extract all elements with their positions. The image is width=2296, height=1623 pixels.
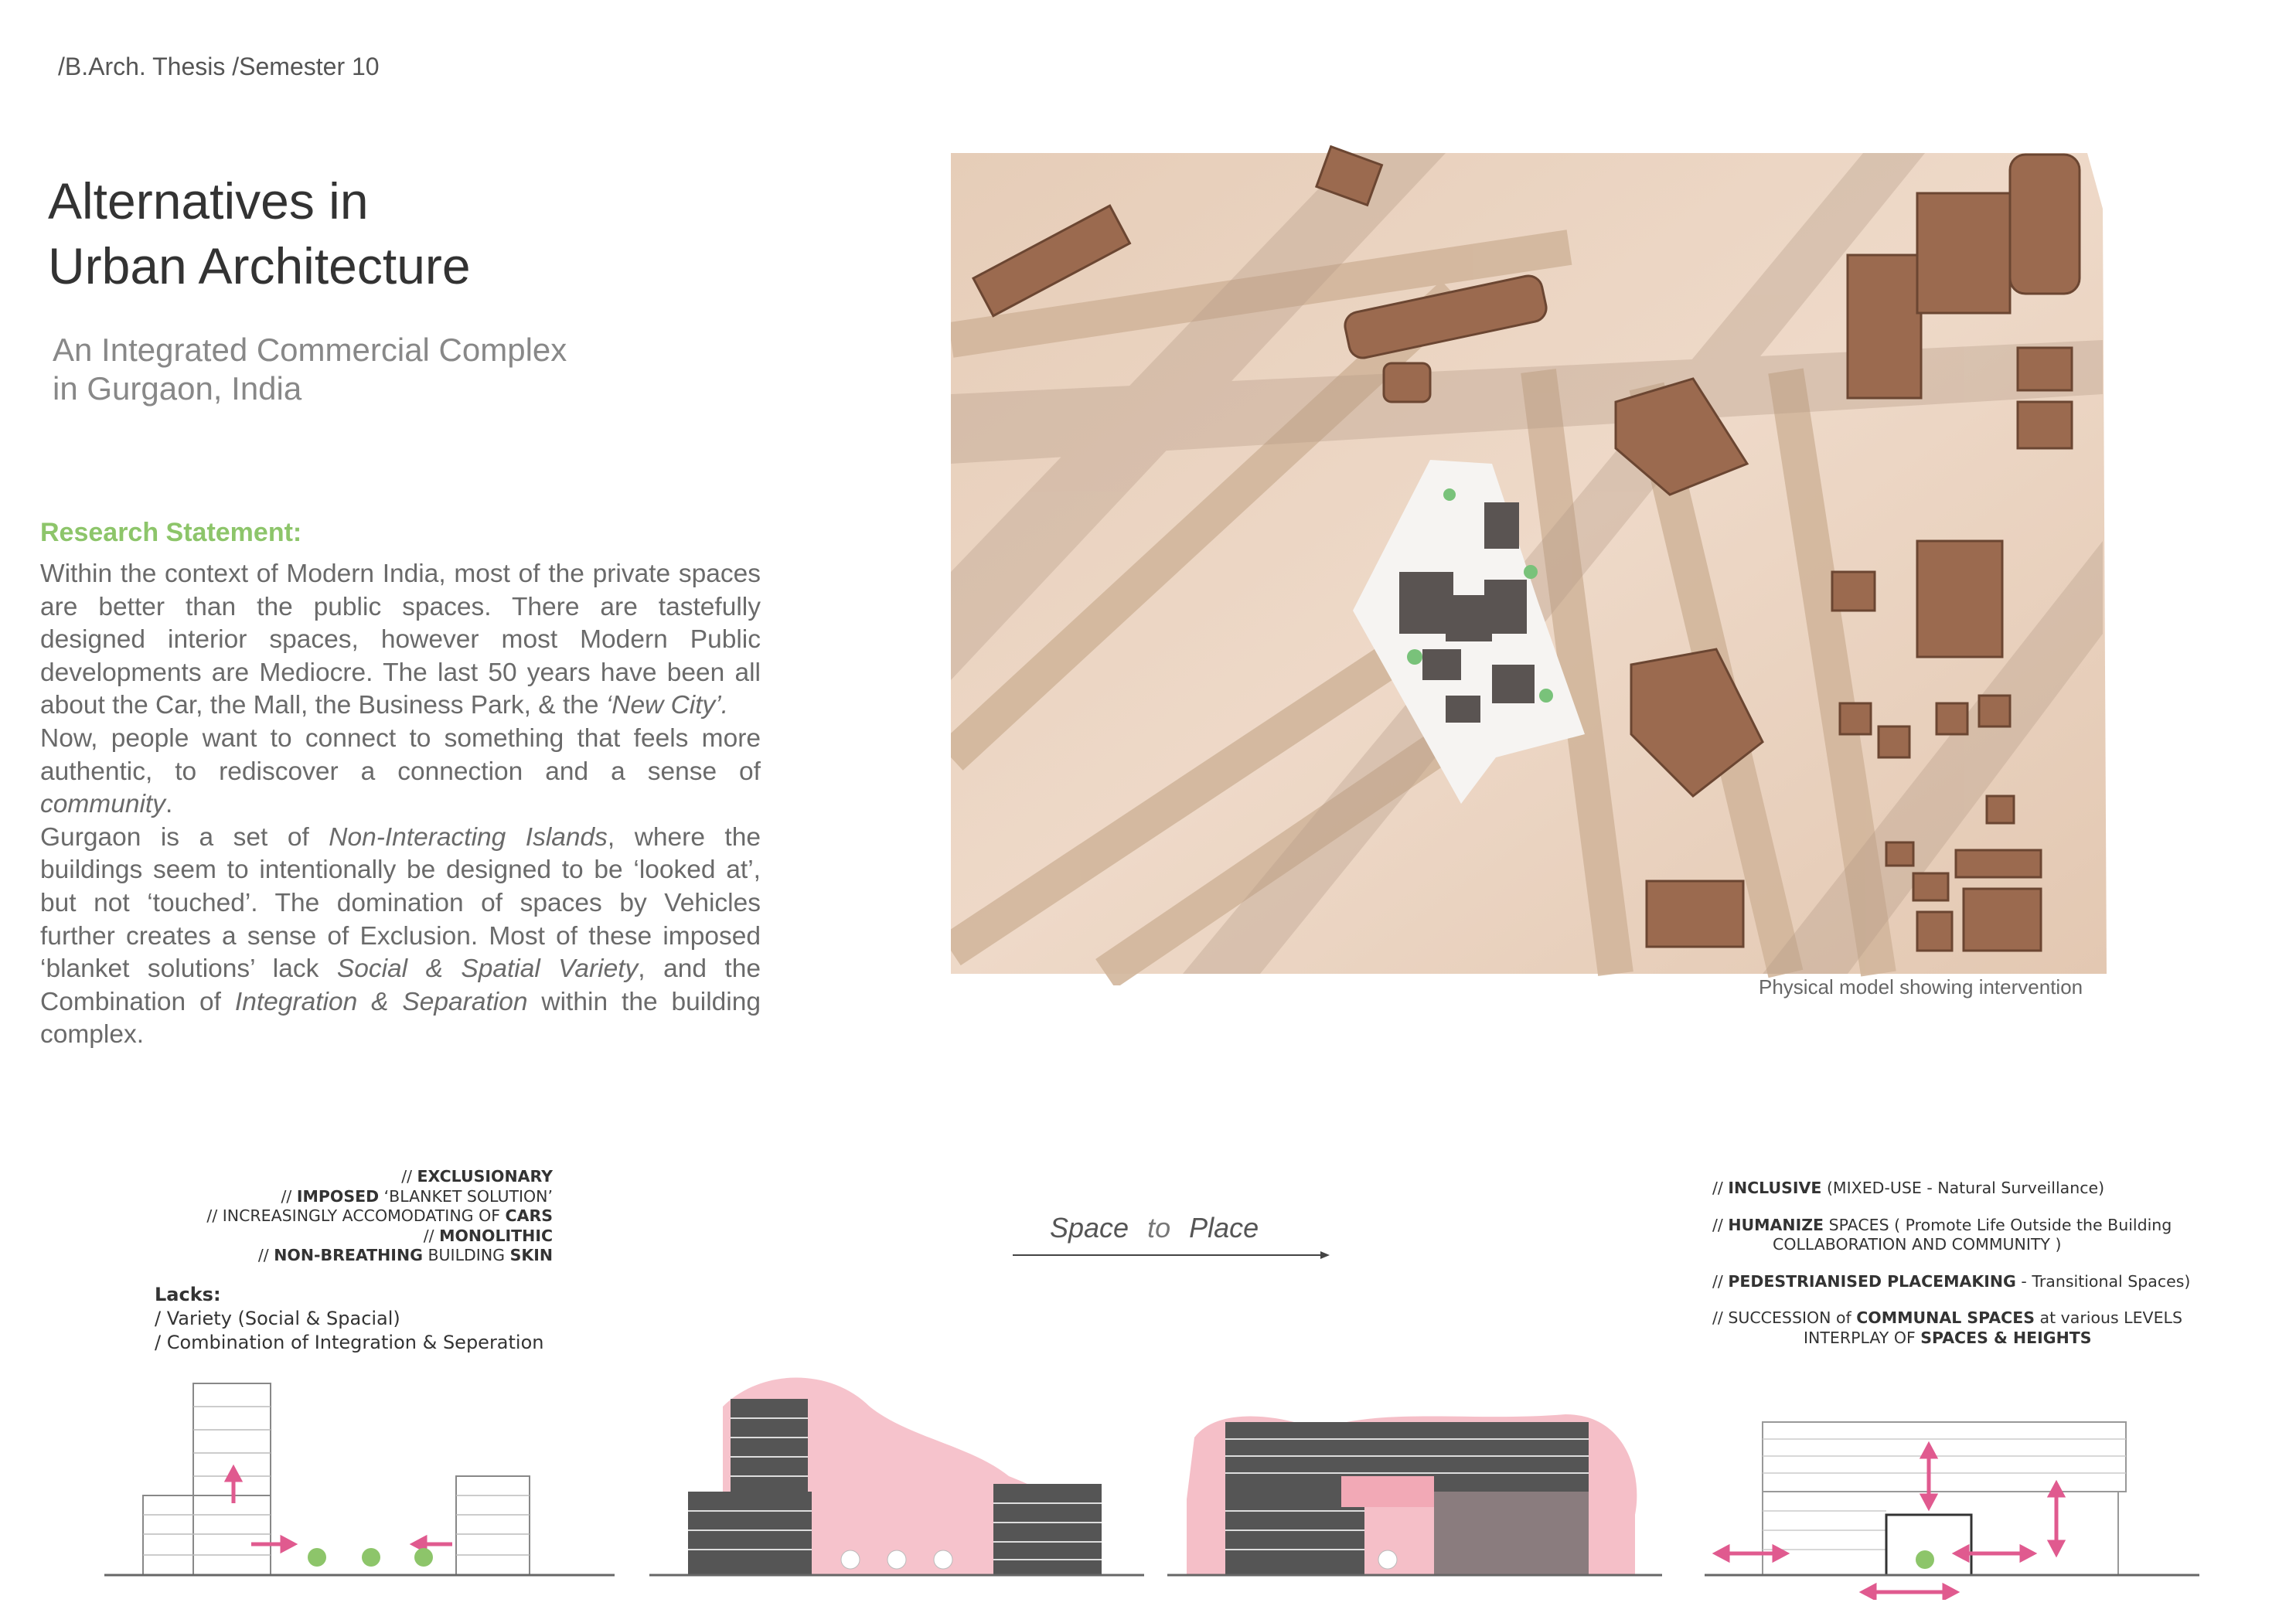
title-line: Alternatives in [48, 172, 369, 230]
text-run: CARS [505, 1206, 553, 1225]
text-run: // [1712, 1215, 1729, 1234]
text-line [1712, 1329, 2253, 1349]
list-item [1712, 1272, 2253, 1292]
text-run: // SUCCESSION of [1712, 1308, 1857, 1327]
text-line [1712, 1308, 2253, 1329]
research-statement-heading: Research Statement: [40, 518, 302, 547]
text-run: ‘BLANKET SOLUTION’ [379, 1186, 553, 1206]
text-run: // [281, 1186, 297, 1206]
photo-caption: Physical model showing intervention [1759, 975, 2083, 999]
text-run: // [1712, 1179, 1729, 1197]
text-run: at various LEVELS [2035, 1308, 2182, 1327]
text-run: // [423, 1226, 440, 1245]
text-run: // [1712, 1271, 1729, 1291]
text-run: IMPOSED [296, 1186, 380, 1206]
list-item [12, 1206, 553, 1227]
section-diagram-inclusive [1701, 1360, 2203, 1600]
breadcrumb: /B.Arch. Thesis /Semester 10 [58, 53, 380, 80]
text-run: PEDESTRIANISED PLACEMAKING [1728, 1271, 2016, 1291]
list-item [12, 1227, 553, 1247]
text-line [1712, 1216, 2253, 1236]
text-run: Now, people want to connect to something that feels more authentic, to rediscover a connection and a sense of [40, 723, 761, 786]
text-run: , where the buildings seem to intentionally be designed to be ‘looked at’, but not ‘touched’. The domination of spaces by Vehicles further creates a sense of Exclusion. Most of these imposed ‘blanket solutions’ lack [40, 822, 761, 984]
text-run: // [257, 1246, 274, 1264]
text-run: SPACES ( Promote Life Outside the Building [1824, 1215, 2172, 1234]
paragraph [40, 723, 761, 822]
text-run: community [40, 790, 165, 819]
physical-model-photo [951, 139, 2110, 985]
text-line: COLLABORATION AND COMMUNITY ) [1773, 1235, 2062, 1254]
list-item: / Variety (Social & Spacial) [155, 1308, 400, 1329]
text-run: INCLUSIVE [1728, 1179, 1822, 1197]
text-run: // [401, 1167, 417, 1186]
section-diagram-transformed [1163, 1360, 1666, 1584]
text-run: Gurgaon is a set of [40, 822, 329, 852]
text-run: Within the context of Modern India, most of the private spaces are better than the public spaces. There are tastefully designed interior spaces, however most Modern Public developments are Mediocre. The last 50 years have been all about the Car, the Mall, the Business Park, & the [40, 560, 761, 720]
text-run: Integration & Separation [234, 987, 528, 1016]
text-run: - Transitional Spaces) [2015, 1271, 2191, 1291]
text-run: HUMANIZE [1728, 1215, 1824, 1234]
text-run: to [1147, 1212, 1171, 1244]
list-item [1712, 1179, 2253, 1199]
right-arrow-icon [1013, 1247, 1330, 1263]
text-run: , and the Combination of [40, 954, 761, 1016]
text-run: within the building complex. [40, 987, 761, 1050]
text-run: Place [1189, 1212, 1259, 1244]
research-statement-body [40, 558, 761, 1052]
inclusion-list [1712, 1179, 2253, 1365]
section-diagram-monolithic [646, 1360, 1148, 1584]
page-subtitle [53, 331, 671, 408]
text-run: Space [1050, 1212, 1129, 1244]
lacks-list [155, 1283, 543, 1355]
list-item: / Combination of Integration & Seperation [155, 1332, 544, 1353]
text-run: NON-BREATHING [274, 1246, 423, 1264]
paragraph [40, 558, 761, 723]
lacks-heading: Lacks: [155, 1284, 221, 1305]
text-run: (MIXED-USE - Natural Surveillance) [1821, 1179, 2105, 1197]
text-run: MONOLITHIC [439, 1226, 553, 1245]
text-run: Non-Interacting Islands [329, 822, 608, 852]
text-run: EXCLUSIONARY [417, 1167, 553, 1186]
title-line: Urban Architecture [48, 237, 471, 294]
list-item [12, 1187, 553, 1207]
exclusion-list [12, 1167, 553, 1266]
subtitle-line: An Integrated Commercial Complex [53, 332, 567, 368]
list-item [1712, 1216, 2253, 1255]
list-item [12, 1167, 553, 1187]
paragraph [40, 822, 761, 1052]
page-title [48, 168, 666, 298]
space-to-place-label [1050, 1212, 1259, 1244]
text-run: BUILDING [422, 1246, 510, 1264]
text-run: SKIN [509, 1246, 553, 1264]
list-item [12, 1246, 553, 1266]
text-run: // INCREASINGLY ACCOMODATING OF [206, 1206, 506, 1225]
text-run: SPACES & HEIGHTS [1920, 1328, 2092, 1347]
text-run: ‘New City’. [605, 691, 729, 720]
text-run: INTERPLAY OF [1804, 1328, 1921, 1347]
text-run: Social & Spatial Variety [336, 954, 639, 984]
text-run: . [165, 790, 173, 819]
subtitle-line: in Gurgaon, India [53, 370, 302, 407]
text-run: COMMUNAL SPACES [1856, 1308, 2035, 1327]
list-item [1712, 1308, 2253, 1348]
section-diagram-exclusionary [100, 1360, 626, 1584]
